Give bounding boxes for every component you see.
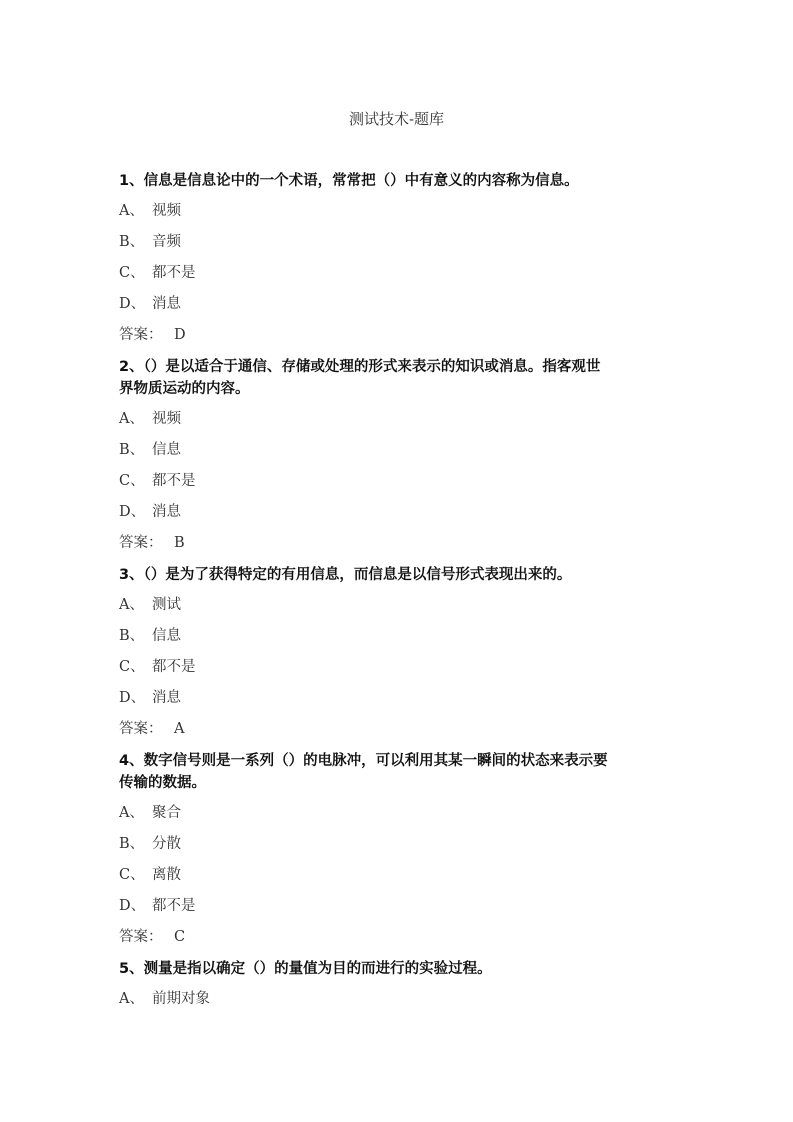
option-c	[119, 262, 679, 284]
option-letter: C、	[119, 473, 145, 489]
answer-label: 答案：	[119, 535, 163, 551]
question-stem-line: 2、（）是以适合于通信、存储或处理的形式来表示的知识或消息。指客观世	[119, 359, 601, 375]
option-letter: B、	[119, 442, 145, 458]
option-a	[119, 988, 679, 1010]
answer-value: A	[174, 721, 185, 737]
question-stem-line: 界物质运动的内容。	[119, 381, 250, 397]
question-stem	[119, 356, 679, 400]
option-text: 信息	[152, 628, 181, 644]
answer-label: 答案：	[119, 721, 163, 737]
option-text: 离散	[152, 867, 181, 883]
option-letter: D、	[119, 504, 146, 520]
option-b	[119, 439, 679, 461]
option-letter: A、	[119, 805, 144, 821]
option-letter: A、	[119, 991, 144, 1007]
option-text: 都不是	[152, 659, 196, 675]
option-a	[119, 594, 679, 616]
option-a	[119, 408, 679, 430]
question-3	[119, 564, 679, 740]
option-letter: C、	[119, 265, 145, 281]
answer-line	[119, 718, 679, 740]
option-d	[119, 895, 679, 917]
option-text: 聚合	[152, 805, 181, 821]
question-stem: 3、（）是为了获得特定的有用信息，而信息是以信号形式表现出来的。	[119, 567, 572, 583]
option-letter: D、	[119, 690, 146, 706]
option-letter: D、	[119, 296, 146, 312]
answer-value: B	[174, 535, 185, 551]
option-letter: A、	[119, 203, 144, 219]
option-letter: D、	[119, 898, 146, 914]
option-d	[119, 501, 679, 523]
option-text: 分散	[152, 836, 181, 852]
option-b	[119, 833, 679, 855]
option-a	[119, 200, 679, 222]
document-title: 测试技术-题库	[348, 110, 445, 128]
option-text: 消息	[152, 690, 181, 706]
question-2	[119, 356, 679, 554]
option-text: 前期对象	[152, 991, 210, 1007]
option-text: 都不是	[152, 473, 196, 489]
option-text: 视频	[152, 411, 181, 427]
question-1	[119, 170, 679, 346]
option-a	[119, 802, 679, 824]
question-stem: 1、信息是信息论中的一个术语，常常把（）中有意义的内容称为信息。	[119, 173, 579, 189]
option-text: 视频	[152, 203, 181, 219]
option-letter: A、	[119, 597, 144, 613]
answer-label: 答案：	[119, 327, 163, 343]
option-text: 消息	[152, 504, 181, 520]
question-stem: 5、测量是指以确定（）的量值为目的而进行的实验过程。	[119, 961, 492, 977]
option-text: 信息	[152, 442, 181, 458]
answer-label: 答案：	[119, 929, 163, 945]
option-letter: B、	[119, 628, 145, 644]
answer-line	[119, 926, 679, 948]
question-stem	[119, 750, 679, 794]
option-letter: B、	[119, 836, 145, 852]
question-5	[119, 958, 679, 1010]
option-letter: C、	[119, 659, 145, 675]
option-text: 都不是	[152, 898, 196, 914]
question-stem-line: 4、数字信号则是一系列（）的电脉冲，可以利用其某一瞬间的状态来表示要	[119, 753, 608, 769]
option-c	[119, 656, 679, 678]
option-letter: A、	[119, 411, 144, 427]
option-text: 都不是	[152, 265, 196, 281]
answer-value: C	[174, 929, 186, 945]
question-stem-line: 传输的数据。	[119, 775, 206, 791]
option-d	[119, 687, 679, 709]
question-4	[119, 750, 679, 948]
option-text: 测试	[152, 597, 181, 613]
question-list	[119, 170, 679, 1019]
answer-line	[119, 324, 679, 346]
option-letter: B、	[119, 234, 145, 250]
option-letter: C、	[119, 867, 145, 883]
option-c	[119, 864, 679, 886]
option-b	[119, 625, 679, 647]
option-b	[119, 231, 679, 253]
option-text: 消息	[152, 296, 181, 312]
answer-value: D	[174, 327, 186, 343]
answer-line	[119, 532, 679, 554]
option-text: 音频	[152, 234, 181, 250]
option-c	[119, 470, 679, 492]
option-d	[119, 293, 679, 315]
